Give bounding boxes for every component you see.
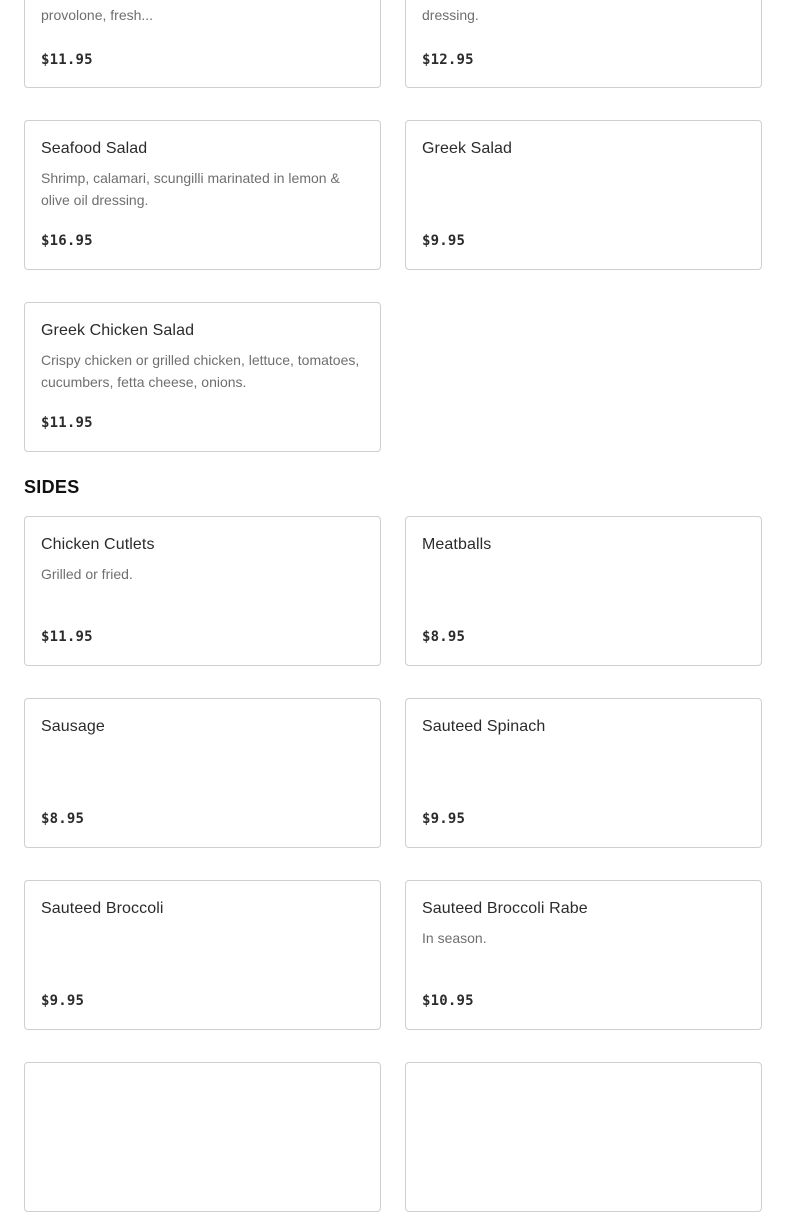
menu-item-price: $11.95	[41, 629, 93, 645]
menu-item-description: provolone, fresh...	[41, 7, 154, 23]
menu-item-sauteed-broccoli-rabe[interactable]	[405, 880, 762, 1030]
menu-item-card[interactable]	[24, 0, 381, 88]
menu-item-price: $9.95	[422, 811, 466, 827]
menu-item-name: Sausage	[41, 718, 105, 735]
menu-item-name: Sauteed Broccoli	[41, 900, 164, 917]
menu-item-price: $12.95	[422, 52, 474, 68]
menu-item-price: $10.95	[422, 993, 474, 1009]
menu-item-seafood-salad[interactable]	[24, 120, 381, 270]
menu-item-description: dressing.	[422, 7, 479, 23]
menu-item-description: Shrimp, calamari, scungilli marinated in lemon & olive oil dressing.	[41, 170, 340, 208]
menu-item-name: Greek Chicken Salad	[41, 322, 195, 339]
menu-item-description: Crispy chicken or grilled chicken, lettuce, tomatoes, cucumbers, fetta cheese, onions.	[41, 352, 360, 390]
menu-item-sausage[interactable]	[24, 698, 381, 848]
menu-item-card[interactable]	[405, 0, 762, 88]
menu-item-description: Grilled or fried.	[41, 566, 133, 582]
menu-item-name: Greek Salad	[422, 140, 513, 157]
menu-item-meatballs[interactable]	[405, 516, 762, 666]
menu-item-chicken-cutlets[interactable]	[24, 516, 381, 666]
menu-item-price: $16.95	[41, 233, 93, 249]
menu-item-name: Seafood Salad	[41, 140, 148, 157]
menu-item-sauteed-broccoli[interactable]	[24, 880, 381, 1030]
menu-item-price: $8.95	[422, 629, 466, 645]
menu-item-card[interactable]	[405, 1062, 762, 1212]
menu-item-greek-salad[interactable]	[405, 120, 762, 270]
menu-item-price: $11.95	[41, 415, 93, 431]
menu-item-name: Sauteed Broccoli Rabe	[422, 900, 588, 917]
menu-item-description: In season.	[422, 930, 487, 946]
menu-item-name: Chicken Cutlets	[41, 536, 155, 553]
menu-item-card[interactable]	[24, 1062, 381, 1212]
menu-item-sauteed-spinach[interactable]	[405, 698, 762, 848]
menu-item-name: Sauteed Spinach	[422, 718, 546, 735]
menu-item-name: Meatballs	[422, 536, 492, 553]
menu-item-price: $9.95	[422, 233, 466, 249]
section-heading-sides: SIDES	[24, 477, 80, 497]
menu-item-price: $9.95	[41, 993, 85, 1009]
menu-item-greek-chicken-salad[interactable]	[24, 302, 381, 452]
menu-item-price: $11.95	[41, 52, 93, 68]
menu-item-price: $8.95	[41, 811, 85, 827]
